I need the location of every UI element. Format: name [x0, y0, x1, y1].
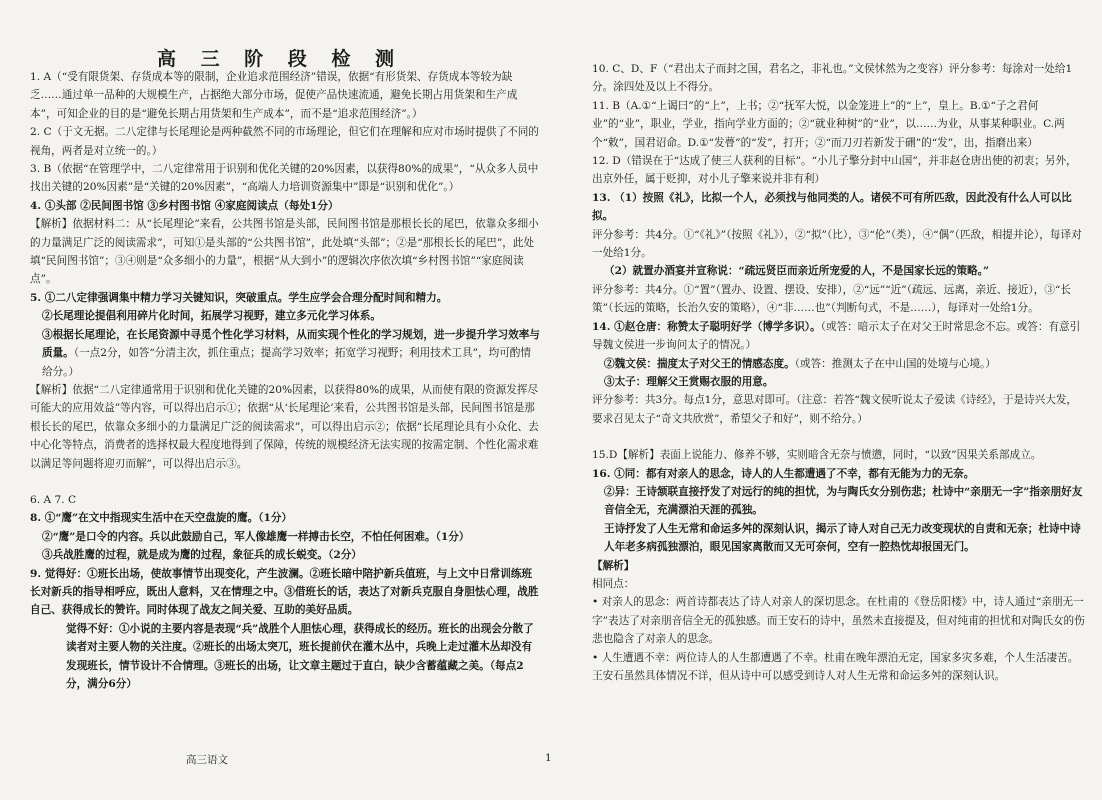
- answer-paragraph: • 人生遭遇不幸：两位诗人的人生都遭遇了不幸。杜甫在晚年漂泊无定，国家多灾多难，个人生活凄苦。王安石虽然具体情况不详，但从诗中可以感受到诗人对人生无常和命运多舛的深刻认识。: [592, 651, 1079, 682]
- answer-paragraph: 13. （1）按照《礼》，比拟一个人，必须找与他同类的人。诸侯不可有所匹敌，因此没有什么人可以比拟。: [592, 191, 1072, 223]
- page-title: 高 三 阶 段 检 测: [156, 48, 404, 70]
- right-column: [592, 60, 1087, 685]
- answer-paragraph: 4. ①头部 ②民间图书馆 ③乡村图书馆 ④家庭阅读点（每处1分）: [30, 199, 339, 212]
- answer-paragraph: 评分参考：共4分。①“置”（置办、设置、摆设、安排），②“远”“近”（疏远、远离，亲近、接近），③“长策”（长远的策略，长治久安的策略），④“非……也”（判断句式，不是……），每译对一处给1分。: [592, 283, 1071, 315]
- left-column: [30, 68, 540, 693]
- answer-paragraph: （2）就置办酒宴并宣称说：“疏远贤臣而亲近所宠爱的人，不是国家长远的策略。”: [604, 265, 990, 278]
- answer-paragraph: 【解析】依据材料二：从“长尾理论”来看，公共图书馆是头部，民间图书馆是那根长长的尾巴，依靠众多细小的力量满足广泛的阅读需求”，可知①是头部的“公共图书馆”，此处填“头部”；②是“那根长长的尾巴”，此处填“民间图书馆”；③④则是“众多细小的力量”，根据“从大到小”的逻辑次序依次填“乡村图书馆”“家庭阅读点”。: [30, 218, 539, 286]
- answer-paragraph: 王诗抒发了人生无常和命运多舛的深刻认识，揭示了诗人对自己无力改变现状的自责和无奈；杜诗中诗人年老多病孤独漂泊，眼见国家离散而又无可奈何，空有一腔热忱却报国无门。: [604, 522, 1081, 554]
- answer-paragraph: 14. ①赵仓唐：称赞太子聪明好学（博学多识）。（或答：暗示太子在对父王时常思念不忘。或答：有意引导魏文侯进一步询问太子的情况。）: [592, 320, 1081, 352]
- answer-paragraph: 6. A 7. C: [30, 493, 77, 506]
- answer-paragraph: 12. D（错误在于“达成了使三人获利的目标”。“小儿子擎分封中山国”，并非赵仓唐出使的初衷；另外，出京外任，属于贬抑，对小儿子擎来说并非有利）: [592, 155, 1077, 186]
- spacer: [592, 428, 1087, 446]
- answer-paragraph: 【解析】依据“二八定律通常用于识别和优化关键的20%因素，以获得80%的成果，从而使有限的资源发挥尽可能大的应用效益”等内容，可以得出启示①；依据“从‘长尾理论’来看，公共图书馆是头部，民间图书馆是那根长长的尾巴，依靠众多细小的力量满足广泛的阅读需求”，可以得出启示②；依据“长尾理论具有小众化、去中心化等特点，消费者的选择权最大程度地得到了保障，传统的规模经济无法实现的按需定制、个性化需求难以满足等问题将迎刃而解”，可以得出启示③。: [30, 383, 539, 470]
- answer-paragraph: 11. B（A.①“上谒曰”的“上”，上书；②“抚军大悦，以金笼进上”的“上”，皇上。B.①“子之君何业”的“业”，职业，学业，指向学业方面的；②“就业种树”的“业”，以……为业，从事某种职业。C.两个“敕”，国君诏命。D.①“发瞢”的“发”，打开；②“而刀刃若新发于硎”的“发”，出，指磨出来）: [592, 99, 1065, 149]
- answer-paragraph: ②长尾理论提倡利用碎片化时间，拓展学习视野，建立多元化学习体系。: [42, 310, 381, 323]
- answer-paragraph: ③兵战胜鹰的过程，就是成为鹰的过程，象征兵的成长蜕变。（2分）: [42, 549, 362, 562]
- answer-paragraph: 评分参考：共3分。每点1分，意思对即可。（注意：若答“魏文侯听说太子爱读《诗经》，于是诗兴大发，要求召见太子“奇文共欣赏”，希望父子和好”，则不给分。）: [592, 394, 1078, 425]
- answer-paragraph: 10. C、D、F（“君出太子而封之国，君名之，非礼也。”文侯怵然为之变容）评分参考：每涂对一处给1分。涂四处及以上不得分。: [592, 63, 1073, 94]
- answer-paragraph: 【解析】: [592, 559, 635, 572]
- answer-paragraph: 2. C（于文无据。二八定律与长尾理论是两种截然不同的市场理论，但它们在理解和应对市场时提供了不同的视角，两者是对立统一的。）: [30, 126, 539, 157]
- answer-paragraph: ②异：王诗颔联直接抒发了对远行的纯的担忧，为与陶氏女分别伤悲；杜诗中“亲朋无一字”指亲朋好友音信全无，充满漂泊天涯的孤独。: [604, 485, 1083, 517]
- answer-paragraph: 觉得不好：①小说的主要内容是表现“兵”战胜个人胆怯心理，获得成长的经历。班长的出现会分散了读者对主要人物的关注度。②班长的出场太突兀，班长提前伏在灌木丛中，兵晚上走过灌木丛却没有发现班长，情节设计不合情理。③班长的出场，让文章主题过于直白，缺少含蓄蕴藏之美。（每点2分，满分6分）: [66, 622, 534, 690]
- answer-emphasis: 14. ①赵仓唐：称赞太子聪明好学（博学多识）。: [592, 320, 821, 333]
- answer-paragraph: 1. A（“受有限货架、存货成本等的限制，企业追求范围经济”错误，依据“有形货架、存货成本等较为缺乏……通过单一品种的大规模生产，占据绝大部分市场，促使产品快速流通，避免长期占用货架和生产成本”，可知企业的目的是“避免长期占用货架和生产成本”，而不是“追求范围经济”。）: [30, 71, 518, 120]
- footer-subject: 高三语文: [186, 754, 228, 766]
- answer-paragraph: ③根据长尾理论，在长尾资源中寻觅个性化学习材料，从而实现个性化的学习规划，进一步提升学习效率与质量。（一点2分，如答“分清主次，抓住重点；提高学习效率；拓宽学习视野；利用技术工具”，均可酌情给分。）: [42, 328, 540, 378]
- answer-paragraph: 5. ①二八定律强调集中精力学习关键知识，突破重点。学生应学会合理分配时间和精力。: [30, 291, 448, 304]
- spacer: [30, 473, 540, 491]
- answer-paragraph: 16. ①同：都有对亲人的思念，诗人的人生都遭遇了不幸，都有无能为力的无奈。: [592, 467, 975, 480]
- answer-emphasis: ②魏文侯：揣度太子对父王的情感态度。: [604, 357, 795, 370]
- answer-paragraph: ③太子：理解父王赏赐衣服的用意。: [604, 375, 774, 388]
- answer-paragraph: 相同点：: [592, 577, 635, 590]
- answer-paragraph: ②魏文侯：揣度太子对父王的情感态度。（或答：推测太子在中山国的处境与心境。）: [604, 357, 996, 370]
- answer-emphasis: ③根据长尾理论，在长尾资源中寻觅个性化学习材料，从而实现个性化的学习规划，进一步提升学习效率与质量。: [42, 328, 540, 360]
- answer-paragraph: 15.D【解析】表面上说能力、修养不够，实则暗含无奈与愤懑，同时，“以致”因果关系部成立。: [592, 449, 1042, 462]
- footer-page-number: 1: [545, 752, 552, 764]
- answer-paragraph: 8. ①“鹰”在文中指现实生活中在天空盘旋的鹰。（1分）: [30, 512, 293, 525]
- answer-paragraph: ②“鹰”是口令的内容。兵以此鼓励自己，军人像雄鹰一样搏击长空，不怕任何困难。（1分）: [42, 530, 470, 543]
- answer-paragraph: 9. 觉得好：①班长出场，使故事情节出现变化，产生波澜。②班长暗中陪护新兵值班，与上文中日常训练班长对新兵的指导相呼应，既出人意料，又在情理之中。③借班长的话，表达了对新兵克服自身胆怯心理，战胜自己、获得成长的赞许。同时体现了战友之间关爱、互助的美好品质。: [30, 567, 539, 617]
- answer-paragraph: 3. B（依据“在管理学中，二八定律常用于识别和优化关键的20%因素，以获得80%的成果”，“从众多人员中找出关键的20%因素”是“关键的20%因素”，“高端人力培训资源集中”即是“识别和优化”。）: [30, 163, 539, 194]
- answer-paragraph: 评分参考：共4分。①“《礼》”（按照《礼》），②“拟”（比），③“伦”（类），④“偶”（匹敌，相提并论），每译对一处给1分。: [592, 228, 1082, 260]
- answer-paragraph: • 对亲人的思念：两首诗都表达了诗人对亲人的深切思念。在杜甫的《登岳阳楼》中，诗人通过“亲朋无一字”表达了对亲朋音信全无的孤独感。而王安石的诗中，虽然未直接提及，但对纯甫的担忧和对陶氏女的伤悲也隐含了对亲人的思念。: [592, 596, 1085, 646]
